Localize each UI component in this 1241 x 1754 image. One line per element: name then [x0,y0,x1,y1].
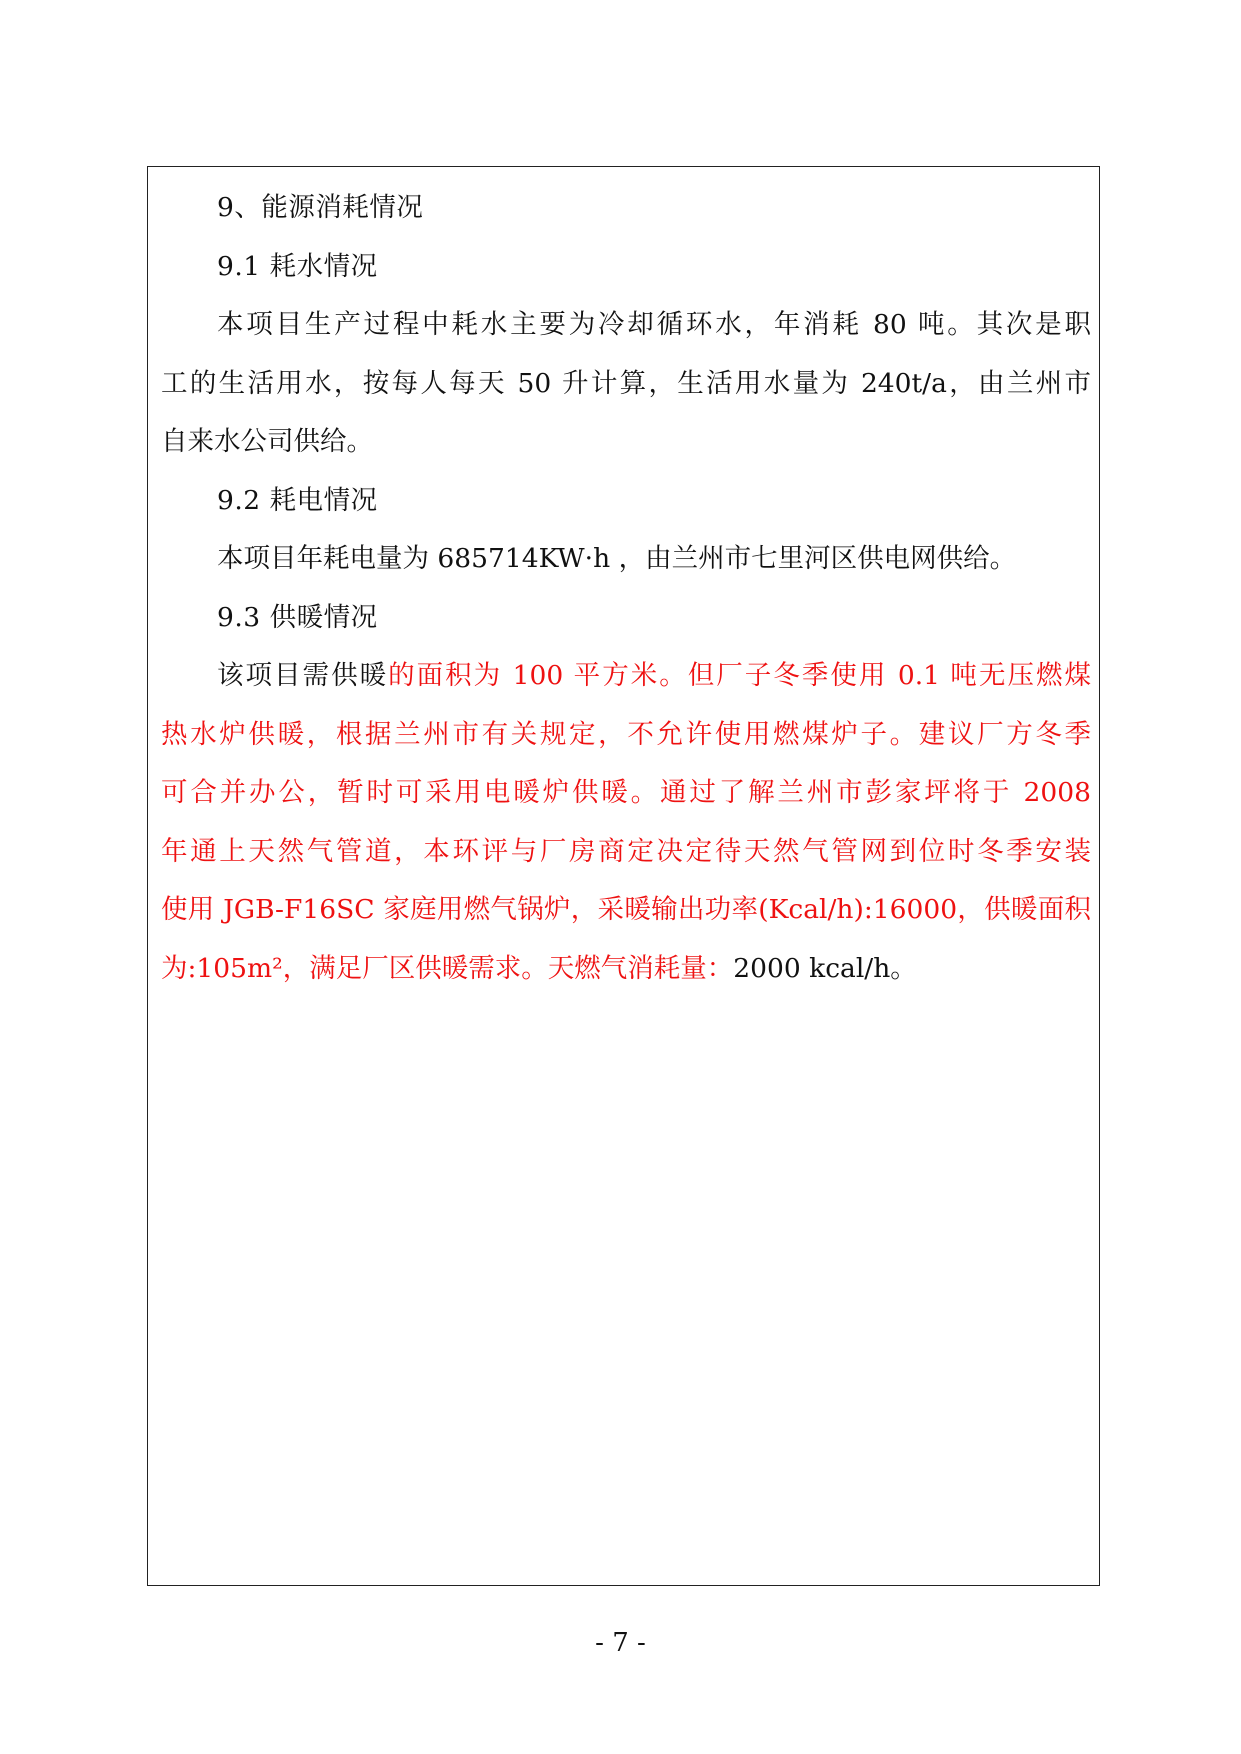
heating-line-4: 年通上天然气管道，本环评与厂房商定决定待天然气管网到位时冬季安装 [161,835,1091,867]
document-body [161,179,1091,998]
heating-line-1 [161,647,1091,706]
heating-line-1-highlight: 的面积为 100 平方米。但厂子冬季使用 0.1 吨无压燃煤 [388,660,1092,691]
heating-line-1-plain: 该项目需供暖 [217,660,389,691]
heating-line-6-plain: 2000 kcal/h。 [733,952,917,984]
power-line: 本项目年耗电量为 685714KW·h ，由兰州市七里河区供电网供给。 [217,543,1017,574]
power-heading: 9.2 耗电情况 [217,484,378,516]
content-frame [147,166,1100,1586]
water-line-2: 工的生活用水，按每人每天 50 升计算，生活用水量为 240t/a，由兰州市 [161,367,1091,399]
section-title: 9、能源消耗情况 [217,192,424,223]
heating-line-6-highlight: 为:105m²，满足厂区供暖需求。天燃气消耗量： [161,952,734,984]
heating-line-5: 使用 JGB-F16SC 家庭用燃气锅炉，采暖输出功率(Kcal/h):16000，供暖面积 [161,894,1091,925]
water-line-1: 本项目生产过程中耗水主要为冷却循环水，年消耗 80 吨。其次是职 [217,309,1091,340]
heating-line-2: 热水炉供暖，根据兰州市有关规定，不允许使用燃煤炉子。建议厂方冬季 [161,718,1091,750]
heating-heading: 9.3 供暖情况 [217,601,378,633]
heating-line-3: 可合并办公，暂时可采用电暖炉供暖。通过了解兰州市彭家坪将于 2008 [161,777,1091,808]
water-heading: 9.1 耗水情况 [217,250,378,282]
heating-line-6 [161,940,1091,999]
water-line-3: 自来水公司供给。 [161,426,373,457]
page-number: - 7 - [595,1628,646,1658]
